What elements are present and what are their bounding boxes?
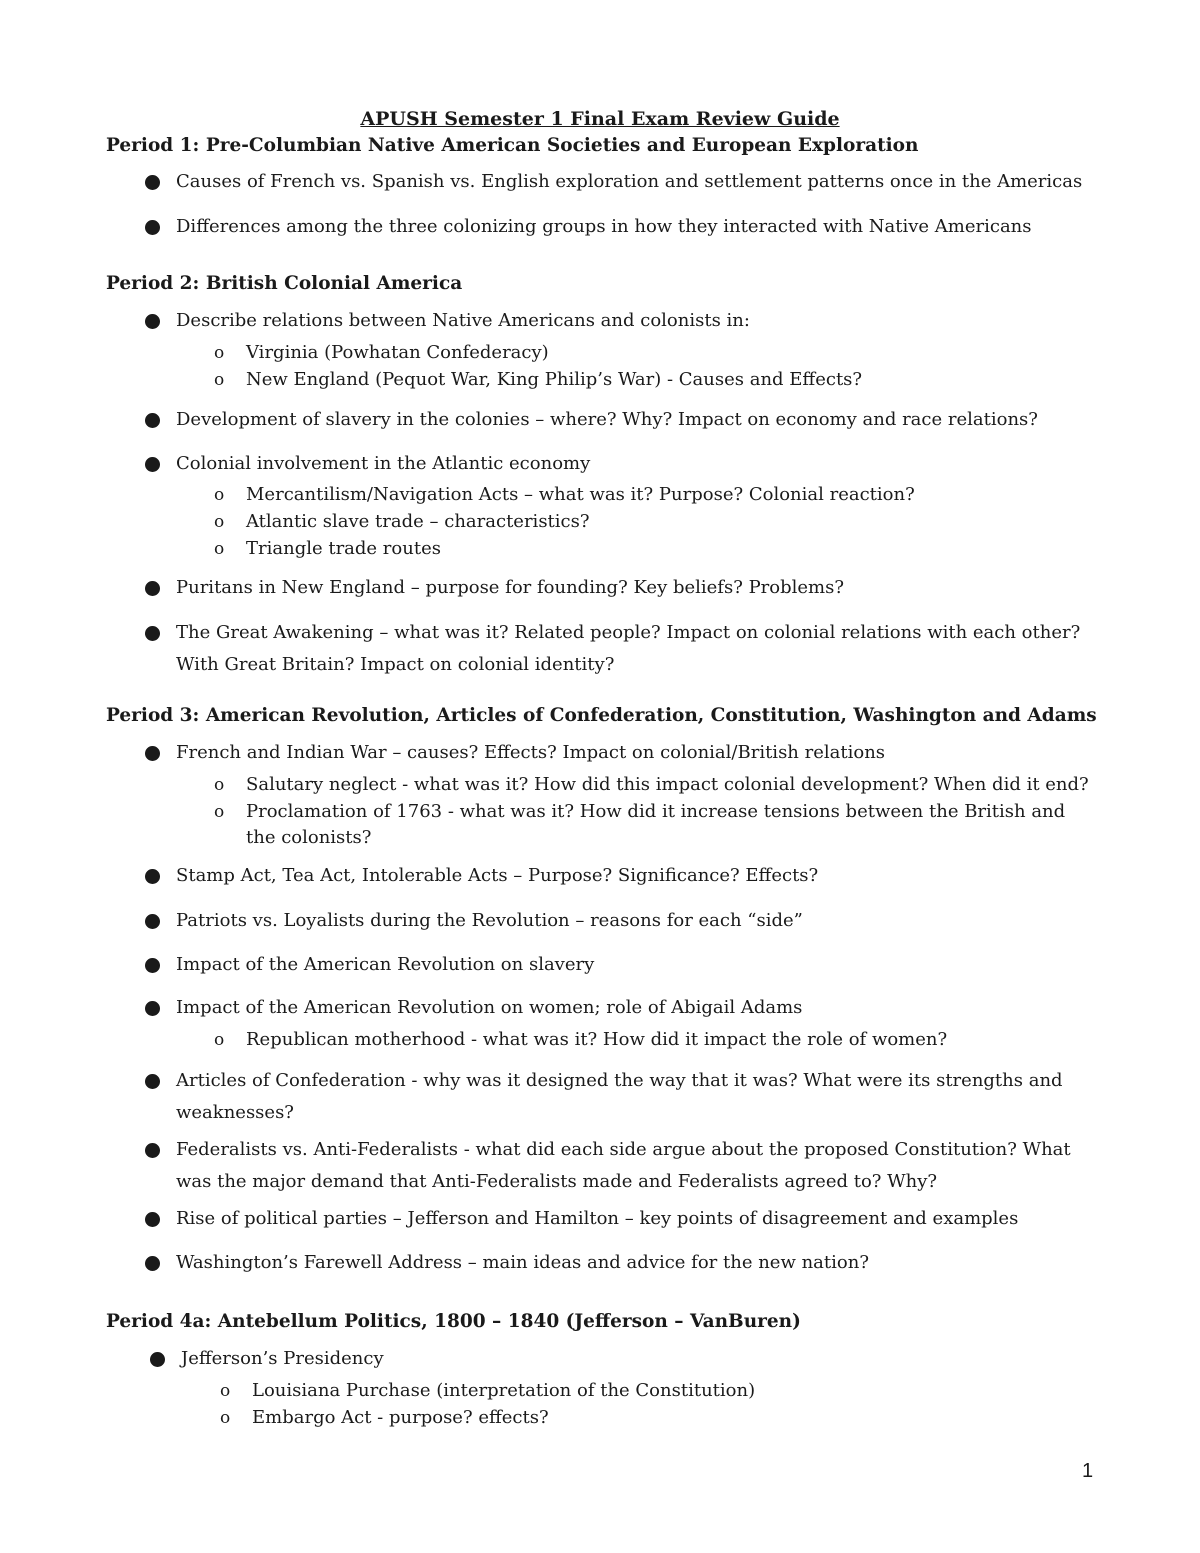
circle-bullet-icon: o: [214, 485, 225, 505]
bullet-icon: [145, 581, 160, 596]
list-item: Causes of French vs. Spanish vs. English exploration and settlement patterns once in the Americas: [176, 166, 1082, 198]
period-3-heading: Period 3: American Revolution, Articles of Confederation, Constitution, Washington and Adams: [106, 705, 1097, 726]
list-item: Articles of Confederation - why was it designed the way that it was? What were its strengths and weaknesses?: [176, 1065, 1063, 1129]
sub-list-item: o Embargo Act - purpose? effects?: [252, 1405, 549, 1431]
list-item: Jefferson’s Presidency: [181, 1343, 384, 1375]
sub-list-item: o Atlantic slave trade – characteristics?: [246, 509, 590, 535]
sub-list-item: o Triangle trade routes: [246, 536, 441, 562]
list-item: Stamp Act, Tea Act, Intolerable Acts – Purpose? Significance? Effects?: [176, 860, 818, 892]
list-item: The Great Awakening – what was it? Related people? Impact on colonial relations with each other? With Great Britain? Impact on colonial identity?: [176, 617, 1080, 681]
circle-bullet-icon: o: [214, 370, 225, 390]
sub-list-item: o Mercantilism/Navigation Acts – what was it? Purpose? Colonial reaction?: [246, 482, 915, 508]
sub-list-item: o Virginia (Powhatan Confederacy): [246, 340, 549, 366]
list-item: Washington’s Farewell Address – main ideas and advice for the new nation?: [176, 1247, 869, 1279]
bullet-icon: [145, 457, 160, 472]
period-4a-heading: Period 4a: Antebellum Politics, 1800 – 1840 (Jefferson – VanBuren): [106, 1311, 801, 1332]
period-2-heading: Period 2: British Colonial America: [106, 273, 463, 294]
list-item: French and Indian War – causes? Effects? Impact on colonial/British relations: [176, 737, 885, 769]
list-item: Rise of political parties – Jefferson and Hamilton – key points of disagreement and examples: [176, 1203, 1018, 1235]
bullet-icon: [145, 1001, 160, 1016]
bullet-icon: [145, 1143, 160, 1158]
list-item: Impact of the American Revolution on slavery: [176, 949, 594, 981]
circle-bullet-icon: o: [214, 802, 225, 822]
sub-list-item: o New England (Pequot War, King Philip’s War) - Causes and Effects?: [246, 367, 862, 393]
bullet-icon: [145, 1212, 160, 1227]
page-number: 1: [1082, 1460, 1094, 1482]
list-item: Colonial involvement in the Atlantic economy: [176, 448, 590, 480]
period-1-heading: Period 1: Pre-Columbian Native American Societies and European Exploration: [106, 135, 919, 156]
bullet-icon: [145, 626, 160, 641]
circle-bullet-icon: o: [214, 343, 225, 363]
sub-list-item: o Salutary neglect - what was it? How did this impact colonial development? When did it end?: [246, 772, 1089, 798]
bullet-icon: [145, 314, 160, 329]
bullet-icon: [145, 869, 160, 884]
bullet-icon: [145, 746, 160, 761]
bullet-icon: [145, 958, 160, 973]
bullet-icon: [145, 1074, 160, 1089]
sub-list-item: o Republican motherhood - what was it? How did it impact the role of women?: [246, 1027, 947, 1053]
circle-bullet-icon: o: [214, 1030, 225, 1050]
bullet-icon: [145, 413, 160, 428]
circle-bullet-icon: o: [214, 539, 225, 559]
bullet-icon: [145, 220, 160, 235]
circle-bullet-icon: o: [214, 512, 225, 532]
sub-list-item: o Louisiana Purchase (interpretation of the Constitution): [252, 1378, 755, 1404]
bullet-icon: [150, 1352, 165, 1367]
bullet-icon: [145, 1256, 160, 1271]
list-item: Patriots vs. Loyalists during the Revolution – reasons for each “side”: [176, 905, 803, 937]
circle-bullet-icon: o: [214, 775, 225, 795]
list-item: Federalists vs. Anti-Federalists - what did each side argue about the proposed Constitution? What was the major demand that Anti-Federalists made and Federalists agreed to? Why?: [176, 1134, 1071, 1198]
list-item: Development of slavery in the colonies – where? Why? Impact on economy and race relations?: [176, 404, 1038, 436]
sub-list-item: o Proclamation of 1763 - what was it? How did it increase tensions between the British and the colonists?: [214, 801, 1066, 848]
bullet-icon: [145, 914, 160, 929]
circle-bullet-icon: o: [220, 1408, 231, 1428]
list-item: Puritans in New England – purpose for founding? Key beliefs? Problems?: [176, 572, 844, 604]
list-item: Describe relations between Native Americans and colonists in:: [176, 305, 750, 337]
bullet-icon: [145, 175, 160, 190]
document-title: APUSH Semester 1 Final Exam Review Guide: [360, 108, 840, 130]
list-item: Differences among the three colonizing groups in how they interacted with Native Americans: [176, 211, 1032, 243]
circle-bullet-icon: o: [220, 1381, 231, 1401]
list-item: Impact of the American Revolution on women; role of Abigail Adams: [176, 992, 802, 1024]
